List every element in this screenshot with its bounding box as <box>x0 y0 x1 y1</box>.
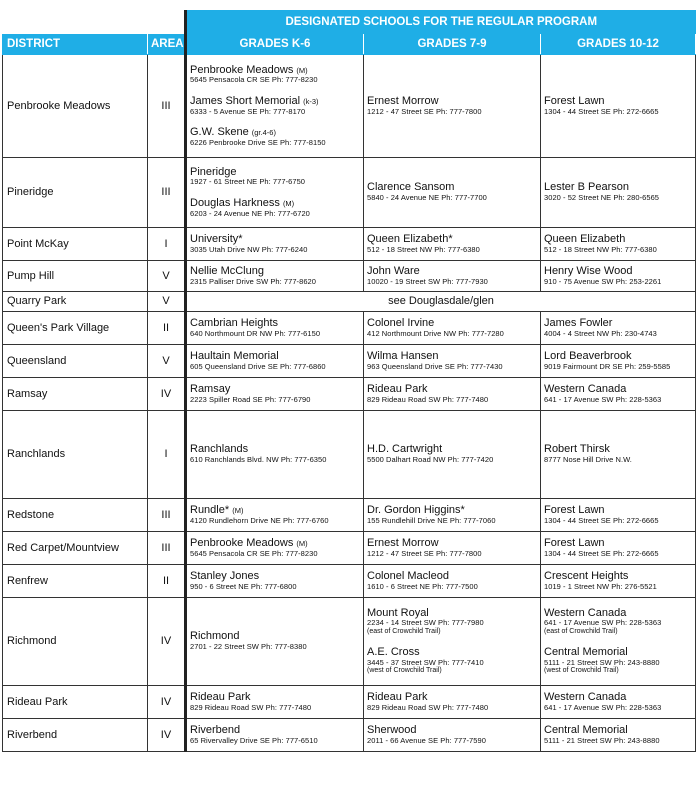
school-10-12-cell <box>541 564 696 597</box>
school-name-line <box>544 646 692 659</box>
school-entry <box>544 537 692 558</box>
school-entry <box>190 317 360 338</box>
school-name: G.W. Skene <box>190 126 249 139</box>
school-name: Western Canada <box>544 382 627 395</box>
school-address: 910 - 75 Avenue SW Ph: 253-2261 <box>544 276 662 286</box>
school-name: Haultain Memorial <box>190 349 279 362</box>
school-name: James Short Memorial <box>190 94 301 107</box>
area-code: IV <box>148 377 186 410</box>
school-name-line <box>367 95 537 108</box>
school-name-line <box>544 265 692 278</box>
school-address: 10020 - 19 Street SW Ph: 777-7930 <box>367 276 488 286</box>
district-name: Rideau Park <box>3 685 148 718</box>
school-address: 5111 - 21 Street SW Ph: 243-8880 <box>544 657 660 667</box>
district-name: Red Carpet/Mountview <box>3 531 148 564</box>
school-10-12-cell <box>541 54 696 157</box>
school-name-line <box>367 646 537 659</box>
district-name: Point McKay <box>3 227 148 260</box>
table-row <box>3 564 696 597</box>
school-entry <box>190 126 360 147</box>
school-address: 1927 - 61 Street NE Ph: 777-6750 <box>190 177 306 187</box>
school-name-line <box>190 691 360 704</box>
school-boundary-note: (west of Crowchild Trail) <box>367 667 442 675</box>
school-7-9-cell <box>364 685 541 718</box>
table-row <box>3 410 696 498</box>
school-address: 8777 Nose Hill Drive N.W. <box>544 455 632 464</box>
header-district: DISTRICT <box>3 34 148 54</box>
school-entry <box>190 350 360 371</box>
school-address: 2011 - 66 Avenue SE Ph: 777-7590 <box>367 735 486 745</box>
school-10-12-cell <box>541 718 696 751</box>
school-name-line <box>190 233 360 246</box>
school-address: 65 Rivervalley Drive SE Ph: 777-6510 <box>190 735 318 745</box>
school-name: Penbrooke Meadows <box>190 536 294 549</box>
school-entry <box>190 166 360 187</box>
school-name-line <box>544 317 692 330</box>
school-address: 2701 - 22 Street SW Ph: 777-8380 <box>190 642 307 651</box>
header-grades-k6: GRADES K-6 <box>186 34 364 54</box>
table-row <box>3 377 696 410</box>
school-entry <box>544 570 692 591</box>
school-k6-cell <box>186 344 364 377</box>
school-boundary-note: (west of Crowchild Trail) <box>544 667 619 675</box>
school-address: 9019 Fairmount DR SE Ph: 259-5585 <box>544 361 671 371</box>
school-address: 641 - 17 Avenue SW Ph: 228-5363 <box>544 702 662 712</box>
school-7-9-cell <box>364 260 541 291</box>
school-k6-cell <box>186 157 364 227</box>
school-name: Forest Lawn <box>544 94 605 107</box>
school-name: John Ware <box>367 264 420 277</box>
school-entry <box>544 691 692 712</box>
school-k6-cell <box>186 227 364 260</box>
school-address: 512 - 18 Street NW Ph: 777-6380 <box>544 244 657 254</box>
table-row <box>3 311 696 344</box>
school-address: 1304 - 44 Street SE Ph: 272-6665 <box>544 106 659 116</box>
area-code: III <box>148 498 186 531</box>
school-k6-cell <box>186 498 364 531</box>
table-row <box>3 531 696 564</box>
banner-spacer <box>3 10 186 34</box>
district-name: Redstone <box>3 498 148 531</box>
banner-row <box>3 10 696 34</box>
school-7-9-cell <box>364 54 541 157</box>
school-address: 1019 - 1 Street NW Ph: 276-5521 <box>544 581 657 591</box>
school-name-line <box>544 233 692 246</box>
school-table <box>2 10 696 752</box>
school-entry <box>190 630 360 651</box>
school-name: Western Canada <box>544 606 627 619</box>
table-row <box>3 597 696 685</box>
district-name: Pump Hill <box>3 260 148 291</box>
school-name: Queen Elizabeth <box>544 232 626 245</box>
area-code: III <box>148 531 186 564</box>
school-address: 641 - 17 Avenue SW Ph: 228-5363 <box>544 394 662 404</box>
school-10-12-cell <box>541 157 696 227</box>
school-address: 1212 - 47 Street SE Ph: 777-7800 <box>367 106 482 116</box>
school-entry <box>190 504 360 525</box>
school-name: Central Memorial <box>544 646 628 658</box>
area-code: III <box>148 54 186 157</box>
school-name-line <box>190 265 360 278</box>
school-7-9-cell <box>364 311 541 344</box>
school-name: Stanley Jones <box>190 569 260 582</box>
school-entry <box>544 317 692 338</box>
school-entry <box>367 537 537 558</box>
school-10-12-cell <box>541 260 696 291</box>
area-code: V <box>148 344 186 377</box>
school-name-line <box>190 537 360 550</box>
school-address: 640 Northmount DR NW Ph: 777-6150 <box>190 328 321 338</box>
school-name: Lord Beaverbrook <box>544 349 632 362</box>
school-name: Western Canada <box>544 690 627 703</box>
school-name: A.E. Cross <box>367 646 420 658</box>
school-entry <box>190 443 360 464</box>
school-entry <box>190 724 360 745</box>
school-entry <box>367 504 537 525</box>
table-body <box>3 54 696 751</box>
school-address: 1304 - 44 Street SE Ph: 272-6665 <box>544 548 659 558</box>
school-address: 1610 - 6 Street NE Ph: 777-7500 <box>367 581 478 591</box>
school-name: Penbrooke Meadows <box>190 63 294 76</box>
school-name: Rideau Park <box>367 382 428 395</box>
table-row <box>3 227 696 260</box>
school-name-line <box>367 383 537 396</box>
school-entry <box>190 64 360 85</box>
school-entry <box>190 95 360 116</box>
school-name: Crescent Heights <box>544 569 629 582</box>
school-entry <box>544 233 692 254</box>
school-name-line <box>544 95 692 108</box>
school-name: Rideau Park <box>190 690 251 703</box>
school-k6-cell <box>186 597 364 685</box>
school-name: Henry Wise Wood <box>544 264 633 277</box>
school-name: Dr. Gordon Higgins* <box>367 503 465 516</box>
school-address: 3445 - 37 Street SW Ph: 777-7410 <box>367 657 484 667</box>
school-10-12-cell <box>541 597 696 685</box>
school-k6-cell <box>186 54 364 157</box>
school-name: Ramsay <box>190 382 231 395</box>
school-10-12-cell <box>541 498 696 531</box>
school-grade-tag: (gr.4-6) <box>251 128 276 138</box>
school-address: 5840 - 24 Avenue NE Ph: 777-7700 <box>367 193 487 202</box>
table-row <box>3 157 696 227</box>
school-entry <box>190 197 360 218</box>
school-entry <box>367 317 537 338</box>
school-name: Douglas Harkness <box>190 197 280 209</box>
school-10-12-cell <box>541 311 696 344</box>
area-code: V <box>148 291 186 311</box>
school-7-9-cell <box>364 597 541 685</box>
school-name-line <box>190 317 360 330</box>
school-name-line <box>367 570 537 583</box>
school-name: Robert Thirsk <box>544 443 610 456</box>
school-grade-tag: (M) <box>282 199 295 208</box>
table-row <box>3 291 696 311</box>
school-name-line <box>190 724 360 737</box>
school-k6-cell <box>186 564 364 597</box>
school-name: Cambrian Heights <box>190 316 279 329</box>
area-code: I <box>148 227 186 260</box>
school-boundary-note: (east of Crowchild Trail) <box>544 627 618 635</box>
school-address: 1212 - 47 Street SE Ph: 777-7800 <box>367 548 482 558</box>
school-address: 3020 - 52 Street NE Ph: 280-6565 <box>544 193 660 202</box>
school-entry <box>367 181 537 202</box>
school-name: Riverbend <box>190 723 241 736</box>
school-name: Pineridge <box>190 165 237 178</box>
school-address: 6333 - 5 Avenue SE Ph: 777-8170 <box>190 106 306 116</box>
see-also-note: see Douglasdale/glen <box>186 291 696 311</box>
table-title: DESIGNATED SCHOOLS FOR THE REGULAR PROGRAM <box>186 10 696 34</box>
school-7-9-cell <box>364 227 541 260</box>
school-address: 6226 Penbrooke Drive SE Ph: 777-8150 <box>190 137 326 147</box>
school-name: Central Memorial <box>544 723 628 736</box>
school-name-line <box>544 724 692 737</box>
district-name: Penbrooke Meadows <box>3 54 148 157</box>
school-k6-cell <box>186 685 364 718</box>
table-row <box>3 718 696 751</box>
school-name-line <box>190 126 360 139</box>
school-k6-cell <box>186 377 364 410</box>
school-entry <box>190 233 360 254</box>
school-entry <box>190 383 360 404</box>
school-name-line <box>544 383 692 396</box>
school-name: Ranchlands <box>190 443 249 456</box>
area-code: IV <box>148 597 186 685</box>
school-name: Forest Lawn <box>544 536 605 549</box>
school-name: Rundle* <box>190 503 230 516</box>
school-name-line <box>190 350 360 363</box>
table-row <box>3 685 696 718</box>
school-7-9-cell <box>364 498 541 531</box>
school-name-line <box>367 504 537 517</box>
school-name: Wilma Hansen <box>367 349 439 362</box>
school-k6-cell <box>186 260 364 291</box>
school-10-12-cell <box>541 531 696 564</box>
school-address: 605 Queensland Drive SE Ph: 777-6860 <box>190 361 326 371</box>
school-name: Nellie McClung <box>190 264 264 277</box>
school-name: Ernest Morrow <box>367 94 439 107</box>
district-name: Ranchlands <box>3 410 148 498</box>
school-entry <box>190 570 360 591</box>
school-name: H.D. Cartwright <box>367 443 443 456</box>
school-entry <box>544 646 692 675</box>
school-entry <box>544 607 692 636</box>
school-name: Rideau Park <box>367 690 428 703</box>
school-name-line <box>544 537 692 550</box>
school-address: 2234 - 14 Street SW Ph: 777-7980 <box>367 618 484 628</box>
school-entry <box>544 181 692 202</box>
district-name: Ramsay <box>3 377 148 410</box>
school-entry <box>544 383 692 404</box>
school-entry <box>367 691 537 712</box>
school-name: Forest Lawn <box>544 503 605 516</box>
school-name-line <box>544 570 692 583</box>
area-code: V <box>148 260 186 291</box>
school-10-12-cell <box>541 377 696 410</box>
school-name: Sherwood <box>367 723 417 736</box>
school-entry <box>367 350 537 371</box>
school-7-9-cell <box>364 531 541 564</box>
school-address: 4004 - 4 Street NW Ph: 230-4743 <box>544 328 657 338</box>
school-name: James Fowler <box>544 316 613 329</box>
area-code: IV <box>148 685 186 718</box>
school-address: 5111 - 21 Street SW Ph: 243-8880 <box>544 735 660 745</box>
school-entry <box>367 95 537 116</box>
school-name: Richmond <box>190 630 240 643</box>
school-entry <box>367 233 537 254</box>
area-code: III <box>148 157 186 227</box>
school-entry <box>367 570 537 591</box>
header-grades-10-12: GRADES 10-12 <box>541 34 696 54</box>
school-7-9-cell <box>364 344 541 377</box>
school-address: 963 Queensland Drive SE Ph: 777-7430 <box>367 361 503 371</box>
school-address: 5500 Dalhart Road NW Ph: 777-7420 <box>367 455 494 464</box>
school-grade-tag: (M) <box>296 65 308 75</box>
column-header-row <box>3 34 696 54</box>
school-entry <box>190 691 360 712</box>
school-name: Mount Royal <box>367 606 429 619</box>
school-7-9-cell <box>364 377 541 410</box>
school-address: 5645 Pensacola CR SE Ph: 777-8230 <box>190 75 318 85</box>
school-grade-tag: (M) <box>232 505 244 515</box>
school-name-line <box>367 537 537 550</box>
school-10-12-cell <box>541 227 696 260</box>
school-name-line <box>190 95 360 108</box>
school-address: 3035 Utah Drive NW Ph: 777-6240 <box>190 244 308 254</box>
school-k6-cell <box>186 718 364 751</box>
school-address: 641 - 17 Avenue SW Ph: 228-5363 <box>544 618 662 628</box>
table-row <box>3 260 696 291</box>
school-name-line <box>190 570 360 583</box>
header-area: AREA <box>148 34 186 54</box>
school-name: Ernest Morrow <box>367 536 439 549</box>
school-entry <box>544 443 692 464</box>
school-entry <box>367 646 537 675</box>
district-name: Richmond <box>3 597 148 685</box>
school-address: 610 Ranchlands Blvd. NW Ph: 777-6350 <box>190 455 327 464</box>
school-address: 4120 Rundlehorn Drive NE Ph: 777-6760 <box>190 515 329 525</box>
school-name: Colonel Macleod <box>367 569 449 582</box>
school-designation-sheet <box>2 10 695 752</box>
table-row <box>3 54 696 157</box>
school-name-line <box>367 691 537 704</box>
area-code: II <box>148 311 186 344</box>
school-entry <box>367 383 537 404</box>
district-name: Riverbend <box>3 718 148 751</box>
school-address: 829 Rideau Road SW Ph: 777-7480 <box>190 702 312 712</box>
district-name: Queen's Park Village <box>3 311 148 344</box>
school-entry <box>544 350 692 371</box>
school-name: Clarence Sansom <box>367 181 455 194</box>
school-address: 512 - 18 Street NW Ph: 777-6380 <box>367 244 480 254</box>
school-entry <box>544 265 692 286</box>
district-name: Pineridge <box>3 157 148 227</box>
school-entry <box>544 95 692 116</box>
school-entry <box>367 607 537 636</box>
school-10-12-cell <box>541 344 696 377</box>
school-address: 829 Rideau Road SW Ph: 777-7480 <box>367 394 489 404</box>
school-10-12-cell <box>541 410 696 498</box>
school-name-line <box>544 504 692 517</box>
school-address: 2223 Spiller Road SE Ph: 777-6790 <box>190 394 311 404</box>
school-name-line <box>367 233 537 246</box>
school-name-line <box>190 504 360 517</box>
school-name-line <box>190 197 360 210</box>
school-name: Lester B Pearson <box>544 181 629 194</box>
school-entry <box>544 504 692 525</box>
school-7-9-cell <box>364 718 541 751</box>
school-address: 155 Rundlehill Drive NE Ph: 777-7060 <box>367 515 496 525</box>
table-row <box>3 344 696 377</box>
school-address: 6203 - 24 Avenue NE Ph: 777-6720 <box>190 208 310 218</box>
school-k6-cell <box>186 410 364 498</box>
school-name: Queen Elizabeth* <box>367 232 453 245</box>
school-name-line <box>544 691 692 704</box>
table-row <box>3 498 696 531</box>
school-entry <box>190 537 360 558</box>
school-address: 412 Northmount Drive NW Ph: 777-7280 <box>367 328 504 338</box>
area-code: IV <box>148 718 186 751</box>
school-grade-tag: (M) <box>296 538 308 548</box>
school-address: 2315 Palliser Drive SW Ph: 777-8620 <box>190 276 316 286</box>
school-name-line <box>544 350 692 363</box>
school-entry <box>367 265 537 286</box>
school-boundary-note: (east of Crowchild Trail) <box>367 627 441 635</box>
school-k6-cell <box>186 311 364 344</box>
area-code: I <box>148 410 186 498</box>
school-entry <box>544 724 692 745</box>
school-address: 829 Rideau Road SW Ph: 777-7480 <box>367 702 489 712</box>
school-address: 5645 Pensacola CR SE Ph: 777-8230 <box>190 548 318 558</box>
school-7-9-cell <box>364 157 541 227</box>
district-name: Quarry Park <box>3 291 148 311</box>
school-name: University* <box>190 232 243 245</box>
school-name: Colonel Irvine <box>367 316 435 329</box>
school-10-12-cell <box>541 685 696 718</box>
school-name-line <box>367 350 537 363</box>
school-7-9-cell <box>364 564 541 597</box>
school-entry <box>367 443 537 464</box>
area-code: II <box>148 564 186 597</box>
school-entry <box>367 724 537 745</box>
school-grade-tag: (k-3) <box>303 96 319 106</box>
school-k6-cell <box>186 531 364 564</box>
school-address: 950 - 6 Street NE Ph: 777-6800 <box>190 581 297 591</box>
school-address: 1304 - 44 Street SE Ph: 272-6665 <box>544 515 659 525</box>
school-name-line <box>367 317 537 330</box>
school-name-line <box>190 383 360 396</box>
school-7-9-cell <box>364 410 541 498</box>
header-grades-7-9: GRADES 7-9 <box>364 34 541 54</box>
district-name: Queensland <box>3 344 148 377</box>
school-entry <box>190 265 360 286</box>
school-name-line <box>367 724 537 737</box>
school-name-line <box>367 265 537 278</box>
district-name: Renfrew <box>3 564 148 597</box>
